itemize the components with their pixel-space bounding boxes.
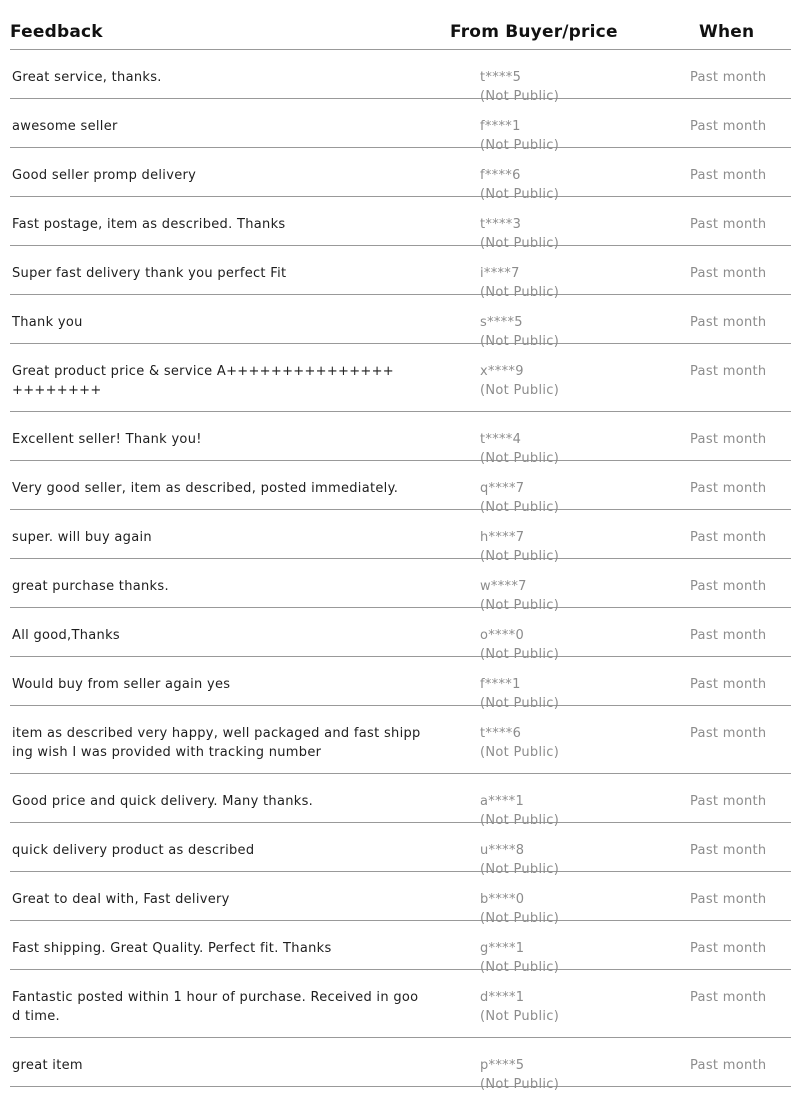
feedback-comment: Fast shipping. Great Quality. Perfect fit. Thanks	[12, 941, 332, 956]
feedback-date: Past month	[690, 530, 767, 545]
feedback-table	[10, 0, 791, 1092]
feedback-comment: Fantastic posted within 1 hour of purchase. Received in good time.	[12, 990, 419, 1024]
table-header	[10, 0, 791, 50]
buyer-id: w****7	[480, 579, 527, 594]
buyer-cell	[480, 362, 559, 400]
price-visibility: (Not Public)	[480, 138, 560, 153]
table-row	[10, 559, 791, 613]
table-row	[10, 706, 791, 774]
feedback-comment: Would buy from seller again yes	[12, 677, 231, 692]
feedback-comment: Thank you	[12, 315, 83, 330]
price-visibility: (Not Public)	[480, 862, 560, 877]
feedback-comment: great item	[12, 1058, 83, 1073]
price-visibility: (Not Public)	[480, 236, 560, 251]
buyer-id: p****5	[480, 1058, 525, 1073]
buyer-id: t****5	[480, 70, 522, 85]
buyer-id: u****8	[480, 843, 525, 858]
feedback-comment: All good,Thanks	[12, 628, 120, 643]
table-row	[10, 608, 791, 662]
table-row	[10, 970, 791, 1038]
buyer-id: o****0	[480, 628, 525, 643]
feedback-date: Past month	[690, 990, 767, 1005]
price-visibility: (Not Public)	[480, 334, 560, 349]
feedback-date: Past month	[690, 1058, 767, 1073]
table-row	[10, 344, 791, 412]
feedback-date: Past month	[690, 364, 767, 379]
table-row	[10, 921, 791, 975]
price-visibility: (Not Public)	[480, 451, 560, 466]
feedback-date: Past month	[690, 481, 767, 496]
table-row	[10, 197, 791, 251]
feedback-date: Past month	[690, 432, 767, 447]
buyer-id: f****1	[480, 677, 521, 692]
buyer-id: b****0	[480, 892, 525, 907]
table-row	[10, 774, 791, 828]
feedback-comment: Great product price & service A+++++++++++++++++++++++	[12, 364, 394, 398]
feedback-date: Past month	[690, 579, 767, 594]
table-row	[10, 99, 791, 153]
price-visibility: (Not Public)	[480, 187, 560, 202]
buyer-id: s****5	[480, 315, 523, 330]
table-row	[10, 295, 791, 349]
price-visibility: (Not Public)	[480, 1009, 560, 1024]
feedback-date: Past month	[690, 677, 767, 692]
price-visibility: (Not Public)	[480, 745, 560, 760]
table-row	[10, 461, 791, 515]
price-visibility: (Not Public)	[480, 285, 560, 300]
feedback-date: Past month	[690, 70, 767, 85]
price-visibility: (Not Public)	[480, 647, 560, 662]
feedback-rows	[10, 50, 791, 1092]
buyer-id: t****3	[480, 217, 522, 232]
feedback-comment: great purchase thanks.	[12, 579, 169, 594]
feedback-comment: Good seller promp delivery	[12, 168, 197, 183]
table-row	[10, 50, 791, 104]
table-row	[10, 1038, 791, 1092]
feedback-date: Past month	[690, 168, 767, 183]
buyer-id: t****6	[480, 726, 522, 741]
table-row	[10, 412, 791, 466]
price-visibility: (Not Public)	[480, 89, 560, 104]
price-visibility: (Not Public)	[480, 549, 560, 564]
buyer-id: i****7	[480, 266, 520, 281]
feedback-comment: item as described very happy, well packaged and fast shipping wish I was provided with tracking number	[12, 726, 421, 760]
price-visibility: (Not Public)	[480, 696, 560, 711]
table-row	[10, 872, 791, 926]
feedback-comment: quick delivery product as described	[12, 843, 255, 858]
price-visibility: (Not Public)	[480, 960, 560, 975]
buyer-id: h****7	[480, 530, 525, 545]
feedback-date: Past month	[690, 941, 767, 956]
feedback-comment: Super fast delivery thank you perfect Fit	[12, 266, 287, 281]
header-buyer-price: From Buyer/price	[450, 22, 618, 42]
buyer-id: g****1	[480, 941, 525, 956]
feedback-date: Past month	[690, 266, 767, 281]
buyer-id: x****9	[480, 364, 524, 379]
buyer-id: a****1	[480, 794, 525, 809]
price-visibility: (Not Public)	[480, 911, 560, 926]
buyer-id: f****1	[480, 119, 521, 134]
table-row	[10, 823, 791, 877]
header-feedback: Feedback	[10, 22, 103, 42]
feedback-comment: super. will buy again	[12, 530, 152, 545]
feedback-comment: Great service, thanks.	[12, 70, 162, 85]
table-row	[10, 657, 791, 711]
buyer-id: d****1	[480, 990, 525, 1005]
feedback-date: Past month	[690, 794, 767, 809]
table-row	[10, 148, 791, 202]
feedback-date: Past month	[690, 726, 767, 741]
buyer-id: f****6	[480, 168, 521, 183]
header-when: When	[699, 22, 755, 42]
table-row	[10, 246, 791, 300]
feedback-date: Past month	[690, 843, 767, 858]
table-row	[10, 510, 791, 564]
buyer-id: t****4	[480, 432, 522, 447]
price-visibility: (Not Public)	[480, 598, 560, 613]
price-visibility: (Not Public)	[480, 500, 560, 515]
feedback-date: Past month	[690, 315, 767, 330]
feedback-comment: Good price and quick delivery. Many thanks.	[12, 794, 314, 809]
price-visibility: (Not Public)	[480, 813, 560, 828]
buyer-cell	[480, 988, 559, 1026]
buyer-cell	[480, 724, 559, 762]
feedback-date: Past month	[690, 628, 767, 643]
buyer-cell	[480, 1056, 559, 1094]
price-visibility: (Not Public)	[480, 383, 560, 398]
feedback-date: Past month	[690, 119, 767, 134]
price-visibility: (Not Public)	[480, 1077, 560, 1092]
feedback-comment: Very good seller, item as described, posted immediately.	[12, 481, 399, 496]
feedback-comment: Fast postage, item as described. Thanks	[12, 217, 286, 232]
feedback-date: Past month	[690, 892, 767, 907]
feedback-date: Past month	[690, 217, 767, 232]
feedback-comment: Great to deal with, Fast delivery	[12, 892, 230, 907]
buyer-id: q****7	[480, 481, 525, 496]
feedback-comment: Excellent seller! Thank you!	[12, 432, 202, 447]
feedback-comment: awesome seller	[12, 119, 118, 134]
